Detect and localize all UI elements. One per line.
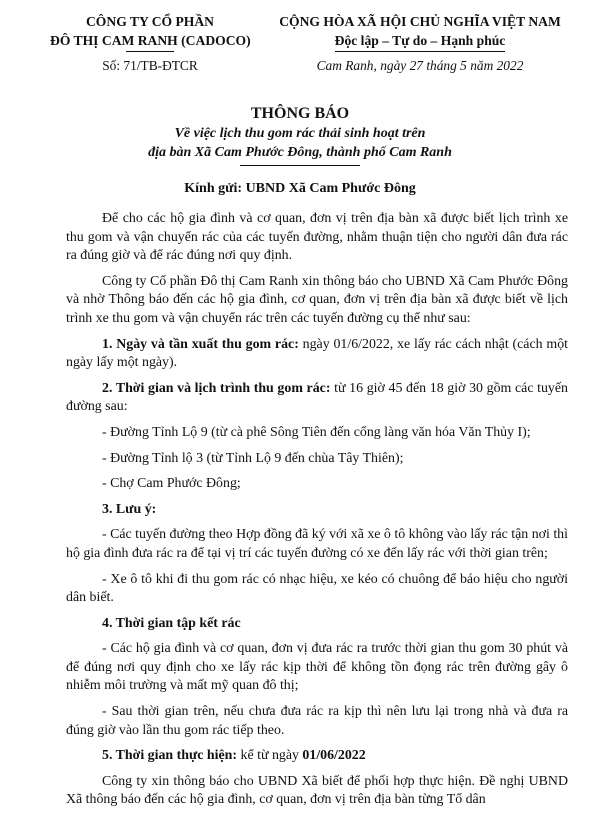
nation-motto: Độc lập – Tự do – Hạnh phúc — [334, 33, 506, 48]
section-1 — [66, 336, 568, 373]
route-item: - Đường Tỉnh Lộ 9 (từ cà phê Sông Tiên đến cổng làng văn hóa Văn Thủy I); — [102, 424, 531, 440]
section-5-heading: 5. Thời gian thực hiện: — [102, 748, 238, 764]
section-5-text: kể từ ngày — [237, 748, 303, 764]
title-underline — [240, 165, 360, 166]
document-title: THÔNG BÁO — [250, 105, 350, 122]
national-motto-block — [250, 12, 590, 74]
section-3-heading: 3. Lưu ý: — [102, 501, 157, 517]
section-5 — [66, 747, 568, 766]
issuer-block — [50, 12, 250, 74]
nation-name: CỘNG HÒA XÃ HỘI CHỦ NGHĨA VIỆT NAM — [279, 14, 561, 29]
section-4-note: - Sau thời gian trên, nếu chưa đưa rác ra kịp thì nên lưu lại trong nhà và đưa ra đúng giờ vào lần thu gom rác tiếp theo. — [66, 704, 568, 738]
issuer-underline — [126, 51, 174, 52]
motto-underline — [335, 51, 505, 52]
section-2 — [66, 380, 568, 417]
section-1-heading: 1. Ngày và tần xuất thu gom rác: — [102, 336, 299, 352]
place-and-date: Cam Ranh, ngày 27 tháng 5 năm 2022 — [316, 58, 524, 73]
section-3-note: - Các tuyến đường theo Hợp đồng đã ký với xã xe ô tô không vào lấy rác tận nơi thì hộ gia đình đưa rác ra để tại vị trí các tuyến đường có xe đến lấy rác với thời gian trên; — [66, 527, 568, 561]
document-body — [66, 210, 568, 817]
recipient-line: Kính gửi: UBND Xã Cam Phước Đông — [184, 181, 416, 196]
route-item: - Chợ Cam Phước Đông; — [102, 476, 241, 492]
document-subtitle-line2: địa bàn Xã Cam Phước Đông, thành phố Cam Ranh — [148, 145, 452, 160]
section-4-note: - Các hộ gia đình và cơ quan, đơn vị đưa rác ra trước thời gian thu gom 30 phút và để đúng nơi quy định cho xe lấy rác kịp thời để không tồn đọng rác trên đường gây ô nhiễm môi trường và mất mỹ quan đô thị; — [66, 641, 568, 694]
issuer-name-line2: ĐÔ THỊ CAM RANH (CADOCO) — [50, 33, 251, 48]
intro-paragraph-1: Để cho các hộ gia đình và cơ quan, đơn vị trên địa bàn xã được biết lịch trình xe thu gom và vận chuyển rác của các tuyến đường, nhằm thuận tiện cho người dân đưa rác ra đúng giờ và để rác đúng nơi quy định. — [66, 211, 568, 264]
section-2-text: từ 16 giờ 45 đến 18 giờ 30 gồm các tuyến đường sau: — [66, 380, 568, 415]
section-5-date: 01/06/2022 — [302, 748, 366, 764]
section-2-heading: 2. Thời gian và lịch trình thu gom rác: — [102, 380, 331, 396]
reference-number: Số: 71/TB-ĐTCR — [102, 58, 198, 73]
section-1-text: ngày 01/6/2022, xe lấy rác cách nhật (cách một ngày lấy một ngày). — [66, 336, 568, 371]
issuer-name-line1: CÔNG TY CỔ PHẦN — [85, 14, 214, 29]
section-4-heading: 4. Thời gian tập kết rác — [102, 615, 241, 631]
intro-paragraph-2: Công ty Cổ phần Đô thị Cam Ranh xin thông báo cho UBND Xã Cam Phước Đông và nhờ Thông báo đến các hộ gia đình, cơ quan, đơn vị trên địa bàn xã được biết về lịch trình xe thu gom và vận chuyển rác trên các tuyến đường cụ thể như sau: — [66, 273, 568, 326]
closing-paragraph: Công ty xin thông báo cho UBND Xã biết để phối hợp thực hiện. Đề nghị UBND Xã thông báo đến các hộ gia đình, cơ quan, đơn vị trên địa bàn từng Tổ dân — [66, 773, 568, 808]
document-subtitle-line1: Về việc lịch thu gom rác thải sinh hoạt trên — [174, 126, 426, 141]
title-block — [0, 104, 600, 166]
route-item: - Đường Tỉnh lộ 3 (từ Tỉnh Lộ 9 đến chùa Tây Thiên); — [102, 450, 404, 466]
section-3-note: - Xe ô tô khi đi thu gom rác có nhạc hiệu, xe kéo có chuông để báo hiệu cho người dân biết. — [66, 571, 568, 606]
